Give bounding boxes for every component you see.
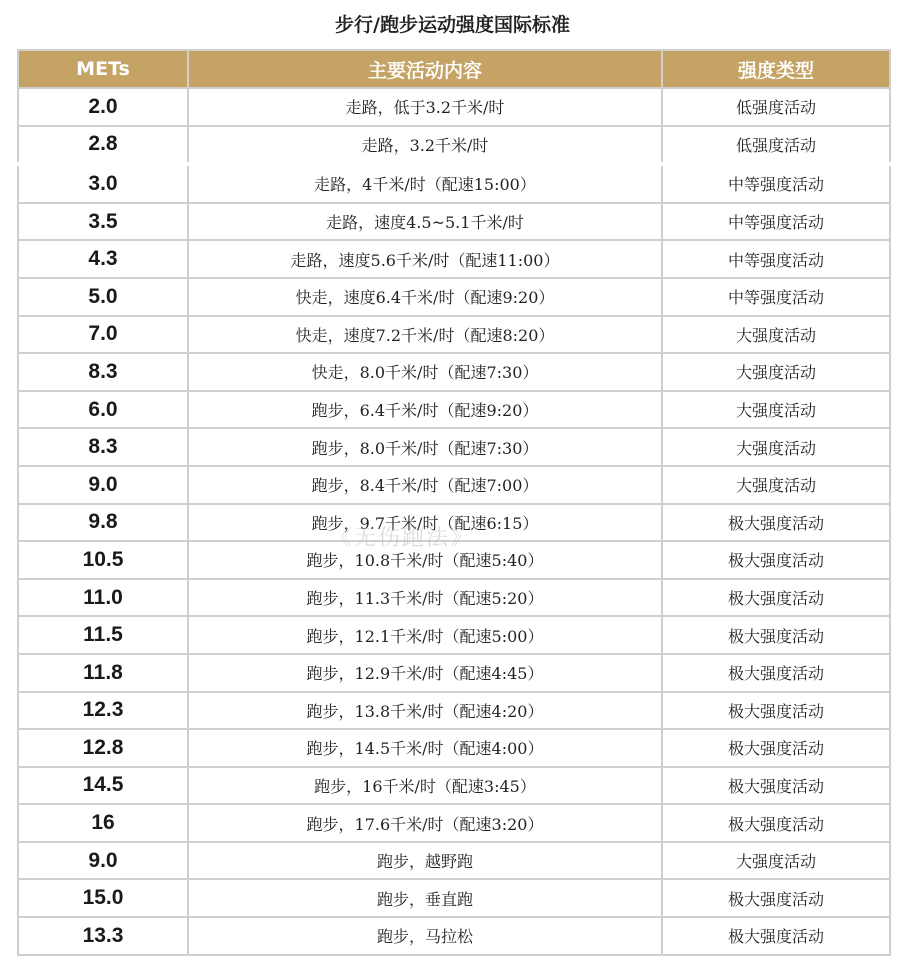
mets-cell: 10.5 bbox=[18, 541, 188, 579]
activity-cell: 走路，4千米/时（配速15:00） bbox=[188, 164, 662, 203]
table-row bbox=[18, 164, 890, 203]
activity-cell: 走路，3.2千米/时 bbox=[188, 126, 662, 165]
table-row bbox=[18, 729, 890, 767]
intensity-type-cell: 极大强度活动 bbox=[662, 579, 890, 617]
mets-cell: 12.3 bbox=[18, 692, 188, 730]
mets-cell: 7.0 bbox=[18, 316, 188, 354]
header-intensity-type: 强度类型 bbox=[662, 50, 890, 88]
mets-cell: 12.8 bbox=[18, 729, 188, 767]
page-title: 步行/跑步运动强度国际标准 bbox=[335, 14, 570, 36]
mets-cell: 5.0 bbox=[18, 278, 188, 316]
activity-cell: 跑步，越野跑 bbox=[188, 842, 662, 880]
intensity-type-cell: 极大强度活动 bbox=[662, 692, 890, 730]
intensity-type-cell: 极大强度活动 bbox=[662, 541, 890, 579]
intensity-type-cell: 中等强度活动 bbox=[662, 278, 890, 316]
mets-cell: 8.3 bbox=[18, 353, 188, 391]
mets-cell: 6.0 bbox=[18, 391, 188, 429]
intensity-type-cell: 低强度活动 bbox=[662, 126, 890, 165]
intensity-type-cell: 中等强度活动 bbox=[662, 240, 890, 278]
table-row bbox=[18, 579, 890, 617]
table-row bbox=[18, 466, 890, 504]
activity-cell: 跑步，12.1千米/时（配速5:00） bbox=[188, 616, 662, 654]
intensity-type-cell: 大强度活动 bbox=[662, 466, 890, 504]
table-row bbox=[18, 842, 890, 880]
mets-cell: 15.0 bbox=[18, 879, 188, 917]
intensity-type-cell: 极大强度活动 bbox=[662, 616, 890, 654]
table-row bbox=[18, 278, 890, 316]
activity-cell: 跑步，11.3千米/时（配速5:20） bbox=[188, 579, 662, 617]
mets-cell: 3.5 bbox=[18, 203, 188, 241]
table-header-row bbox=[18, 50, 890, 88]
table-row bbox=[18, 879, 890, 917]
table-body bbox=[18, 88, 890, 955]
intensity-type-cell: 极大强度活动 bbox=[662, 804, 890, 842]
activity-cell: 跑步，9.7千米/时（配速6:15） bbox=[188, 504, 662, 542]
table-row bbox=[18, 541, 890, 579]
activity-cell: 跑步，10.8千米/时（配速5:40） bbox=[188, 541, 662, 579]
table-row bbox=[18, 692, 890, 730]
activity-cell: 走路，低于3.2千米/时 bbox=[188, 88, 662, 126]
activity-cell: 跑步，12.9千米/时（配速4:45） bbox=[188, 654, 662, 692]
activity-cell: 走路，速度4.5~5.1千米/时 bbox=[188, 203, 662, 241]
table-row bbox=[18, 804, 890, 842]
header-activity: 主要活动内容 bbox=[188, 50, 662, 88]
table-row bbox=[18, 504, 890, 542]
activity-cell: 跑步，马拉松 bbox=[188, 917, 662, 955]
activity-cell: 快走，速度6.4千米/时（配速9:20） bbox=[188, 278, 662, 316]
activity-cell: 快走，速度7.2千米/时（配速8:20） bbox=[188, 316, 662, 354]
mets-cell: 13.3 bbox=[18, 917, 188, 955]
intensity-type-cell: 极大强度活动 bbox=[662, 504, 890, 542]
mets-cell: 4.3 bbox=[18, 240, 188, 278]
table-row bbox=[18, 767, 890, 805]
activity-cell: 跑步，14.5千米/时（配速4:00） bbox=[188, 729, 662, 767]
mets-cell: 3.0 bbox=[18, 164, 188, 203]
activity-cell: 跑步，垂直跑 bbox=[188, 879, 662, 917]
mets-cell: 11.5 bbox=[18, 616, 188, 654]
intensity-type-cell: 极大强度活动 bbox=[662, 654, 890, 692]
mets-cell: 9.0 bbox=[18, 466, 188, 504]
activity-cell: 走路，速度5.6千米/时（配速11:00） bbox=[188, 240, 662, 278]
mets-cell: 16 bbox=[18, 804, 188, 842]
mets-cell: 11.8 bbox=[18, 654, 188, 692]
header-mets: METs bbox=[18, 50, 188, 88]
intensity-type-cell: 中等强度活动 bbox=[662, 203, 890, 241]
table-row bbox=[18, 654, 890, 692]
watermark: 《无伤跑法》 bbox=[330, 526, 475, 551]
intensity-type-cell: 极大强度活动 bbox=[662, 879, 890, 917]
activity-cell: 跑步，17.6千米/时（配速3:20） bbox=[188, 804, 662, 842]
intensity-type-cell: 大强度活动 bbox=[662, 391, 890, 429]
table-row bbox=[18, 316, 890, 354]
activity-cell: 跑步，16千米/时（配速3:45） bbox=[188, 767, 662, 805]
intensity-type-cell: 低强度活动 bbox=[662, 88, 890, 126]
table-row bbox=[18, 391, 890, 429]
intensity-type-cell: 极大强度活动 bbox=[662, 767, 890, 805]
table-row bbox=[18, 917, 890, 955]
intensity-type-cell: 极大强度活动 bbox=[662, 729, 890, 767]
mets-cell: 11.0 bbox=[18, 579, 188, 617]
table-row bbox=[18, 88, 890, 126]
mets-cell: 9.0 bbox=[18, 842, 188, 880]
activity-cell: 快走，8.0千米/时（配速7:30） bbox=[188, 353, 662, 391]
mets-table bbox=[17, 49, 891, 956]
intensity-type-cell: 极大强度活动 bbox=[662, 917, 890, 955]
mets-cell: 2.0 bbox=[18, 88, 188, 126]
table-row bbox=[18, 126, 890, 165]
mets-cell: 14.5 bbox=[18, 767, 188, 805]
mets-cell: 8.3 bbox=[18, 428, 188, 466]
table-row bbox=[18, 353, 890, 391]
intensity-type-cell: 大强度活动 bbox=[662, 428, 890, 466]
activity-cell: 跑步，8.4千米/时（配速7:00） bbox=[188, 466, 662, 504]
intensity-type-cell: 大强度活动 bbox=[662, 353, 890, 391]
mets-cell: 2.8 bbox=[18, 126, 188, 165]
table-row bbox=[18, 616, 890, 654]
activity-cell: 跑步，6.4千米/时（配速9:20） bbox=[188, 391, 662, 429]
activity-cell: 跑步，8.0千米/时（配速7:30） bbox=[188, 428, 662, 466]
intensity-type-cell: 大强度活动 bbox=[662, 316, 890, 354]
intensity-type-cell: 大强度活动 bbox=[662, 842, 890, 880]
mets-cell: 9.8 bbox=[18, 504, 188, 542]
table-row bbox=[18, 203, 890, 241]
table-row bbox=[18, 240, 890, 278]
table-row bbox=[18, 428, 890, 466]
intensity-type-cell: 中等强度活动 bbox=[662, 164, 890, 203]
activity-cell: 跑步，13.8千米/时（配速4:20） bbox=[188, 692, 662, 730]
